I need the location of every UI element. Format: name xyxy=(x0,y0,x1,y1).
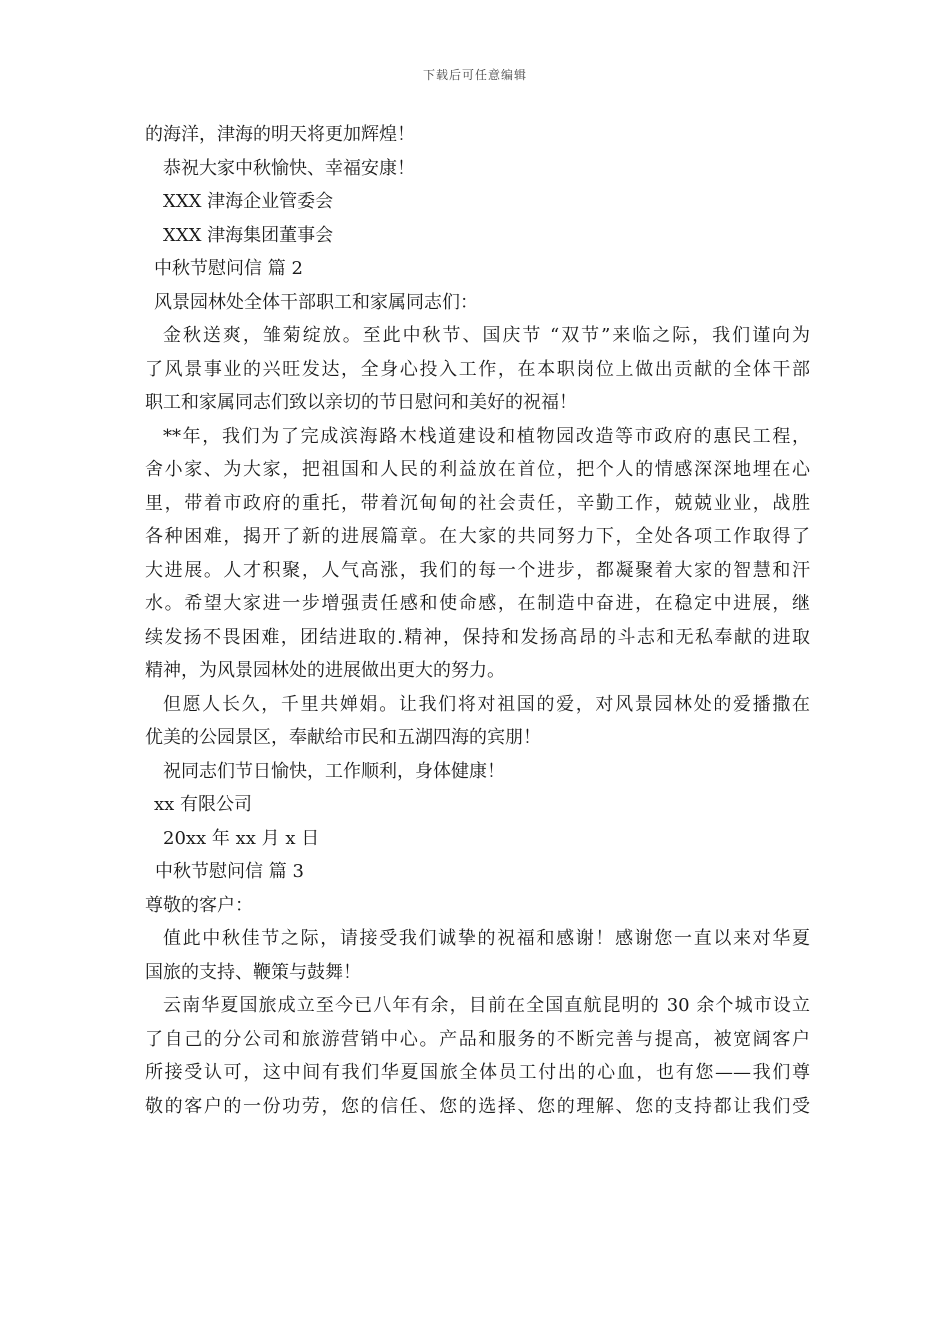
text-line: XXX 津海集团董事会 xyxy=(163,224,334,246)
text-line: 云南华夏国旅成立至今已八年有余，目前在全国直航昆明的 30 余个城市设立 xyxy=(163,995,810,1016)
text-line: xx 有限公司 xyxy=(154,794,253,815)
text-line: XXX 津海企业管委会 xyxy=(163,191,334,212)
text-line: 金秋送爽，雏菊绽放。至此中秋节、国庆节 “双节”来临之际，我们谨向为 xyxy=(163,325,810,346)
text-line: 水。希望大家进一步增强责任感和使命感，在制造中奋进，在稳定中进展，继 xyxy=(145,593,810,614)
text-line: 20xx 年 xx 月 x 日 xyxy=(163,827,320,849)
text-line: 但愿人长久，千里共婵娟。让我们将对祖国的爱，对风景园林处的爱播撒在 xyxy=(163,693,810,715)
text-line: **年，我们为了完成滨海路木栈道建设和植物园改造等市政府的惠民工程， xyxy=(163,425,810,447)
text-line: 续发扬不畏困难，团结进取的.精神，保持和发扬高昂的斗志和无私奉献的进取 xyxy=(145,626,810,648)
text-line: 职工和家属同志们致以亲切的节日慰问和美好的祝福！ xyxy=(145,392,577,413)
text-line: 中秋节慰问信 篇 3 xyxy=(155,861,304,882)
text-line: 优美的公园景区，奉献给市民和五湖四海的宾朋！ xyxy=(145,727,541,748)
document-body xyxy=(145,118,810,1123)
text-line: 国旅的支持、鞭策与鼓舞！ xyxy=(145,961,361,983)
text-line: 风景园林处全体干部职工和家属同志们： xyxy=(154,291,478,313)
text-line: 恭祝大家中秋愉快、幸福安康！ xyxy=(163,157,415,179)
text-line: 所接受认可，这中间有我们华夏国旅全体员工付出的心血，也有您——我们尊 xyxy=(145,1062,810,1083)
text-line: 大进展。人才积聚，人气高涨，我们的每一个进步，都凝聚着大家的智慧和汗 xyxy=(145,559,810,581)
text-line: 精神，为风景园林处的进展做出更大的努力。 xyxy=(145,660,505,681)
text-line: 的海洋，津海的明天将更加辉煌！ xyxy=(145,124,415,145)
text-line: 了风景事业的兴旺发达，全身心投入工作，在本职岗位上做出贡献的全体干部 xyxy=(145,358,810,380)
text-line: 祝同志们节日愉快，工作顺利，身体健康！ xyxy=(163,760,505,782)
text-line: 值此中秋佳节之际，请接受我们诚挚的祝福和感谢！感谢您一直以来对华夏 xyxy=(163,928,810,949)
text-line: 各种困难，揭开了新的进展篇章。在大家的共同努力下，全处各项工作取得了 xyxy=(145,526,810,547)
text-line: 中秋节慰问信 篇 2 xyxy=(154,258,303,279)
text-line: 了自己的分公司和旅游营销中心。产品和服务的不断完善与提高，被宽阔客户 xyxy=(145,1028,810,1050)
text-line: 敬的客户的一份功劳，您的信任、您的选择、您的理解、您的支持都让我们受 xyxy=(145,1095,810,1117)
text-line: 里，带着市政府的重托，带着沉甸甸的社会责任，辛勤工作，兢兢业业，战胜 xyxy=(145,492,810,514)
page-header: 下载后可任意编辑 xyxy=(422,68,527,82)
text-line: 尊敬的客户： xyxy=(145,894,253,916)
text-line: 舍小家、为大家，把祖国和人民的利益放在首位，把个人的情感深深地埋在心 xyxy=(145,459,810,480)
